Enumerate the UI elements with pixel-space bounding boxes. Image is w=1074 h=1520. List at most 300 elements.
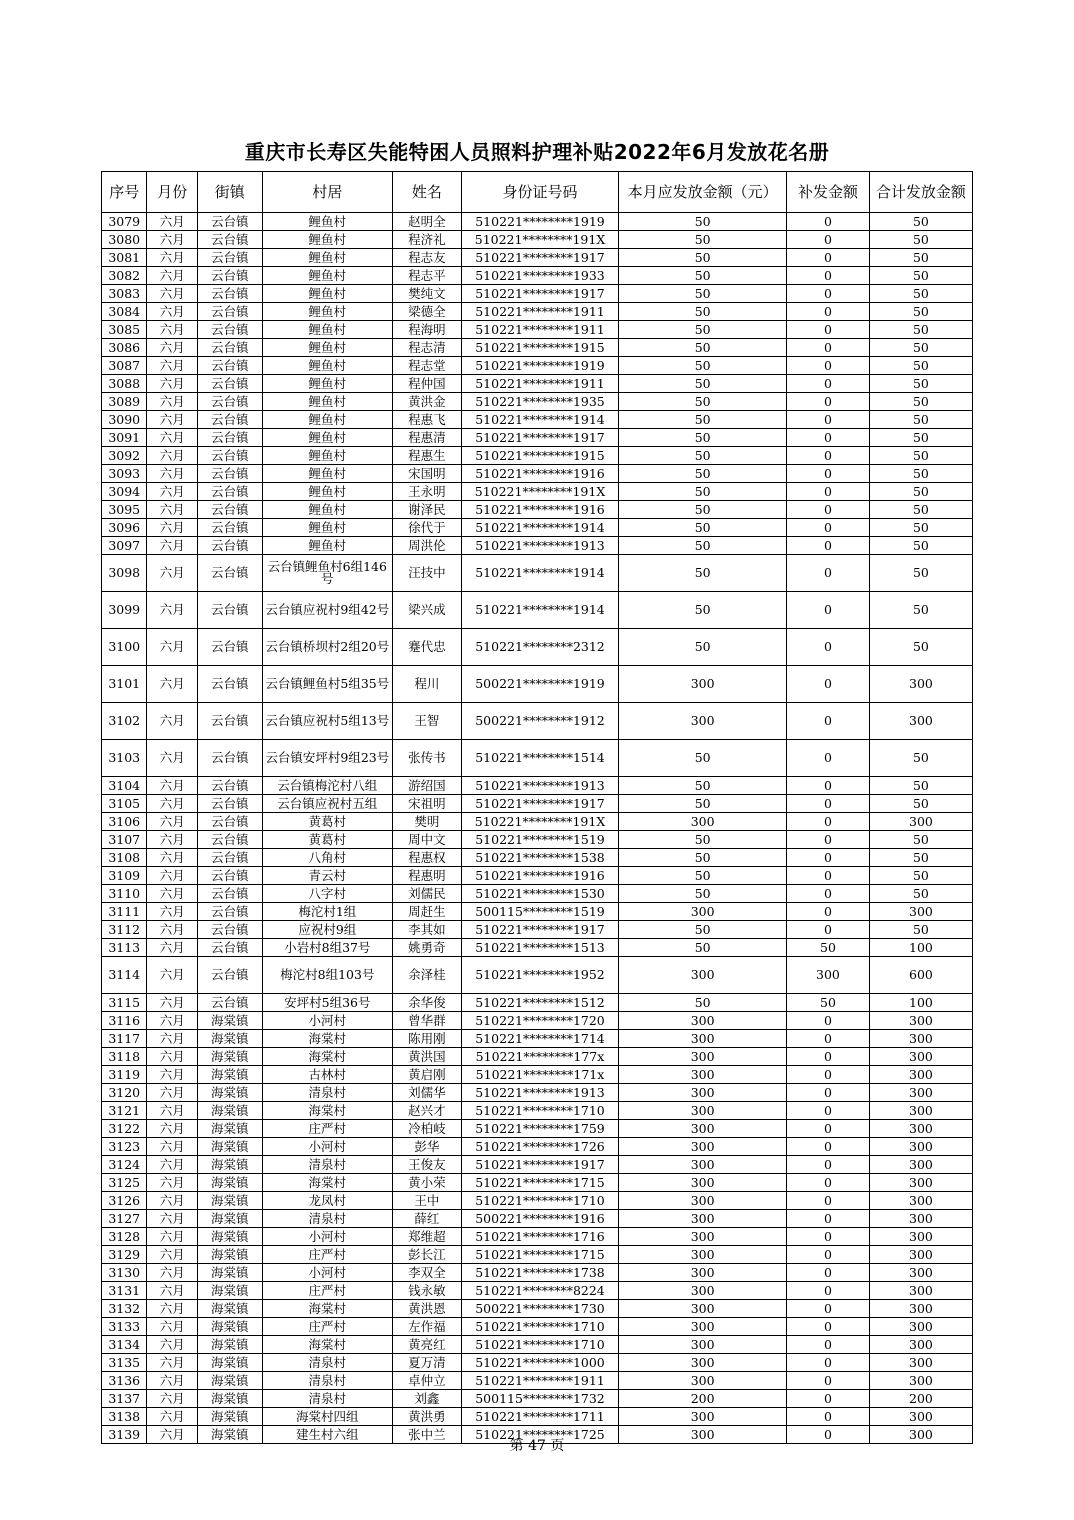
month-cell: 六月 [147,740,198,777]
town-cell: 海棠镇 [197,1120,262,1138]
town-cell: 海棠镇 [197,1228,262,1246]
village-cell: 八角村 [262,849,392,867]
town-cell: 海棠镇 [197,1012,262,1030]
name-cell: 程惠清 [392,429,461,447]
serial-cell: 3099 [102,592,147,629]
serial-cell: 3101 [102,666,147,703]
id-number-cell: 510221********1714 [461,1030,619,1048]
id-number-cell: 510221********1725 [461,1426,619,1444]
month-cell: 六月 [147,429,198,447]
id-number-cell: 500221********1912 [461,703,619,740]
village-cell: 海棠村 [262,1336,392,1354]
total-cell: 300 [869,1120,972,1138]
month-cell: 六月 [147,1372,198,1390]
table-row [102,357,973,375]
supplement-cell: 0 [787,867,870,885]
serial-cell: 3090 [102,411,147,429]
month-cell: 六月 [147,666,198,703]
total-cell: 300 [869,1066,972,1084]
table-row [102,1300,973,1318]
supplement-cell: 0 [787,1282,870,1300]
id-number-cell: 510221********1914 [461,555,619,592]
table-row [102,1354,973,1372]
month-cell: 六月 [147,1192,198,1210]
id-number-cell: 510221********1935 [461,393,619,411]
supplement-cell: 0 [787,483,870,501]
id-number-cell: 510221********1530 [461,885,619,903]
village-cell: 鲤鱼村 [262,429,392,447]
town-cell: 海棠镇 [197,1066,262,1084]
supplement-cell: 0 [787,1354,870,1372]
supplement-cell: 0 [787,339,870,357]
amount-cell: 50 [619,921,787,939]
total-cell: 50 [869,483,972,501]
village-cell: 清泉村 [262,1354,392,1372]
town-cell: 云台镇 [197,813,262,831]
name-cell: 程志堂 [392,357,461,375]
total-cell: 300 [869,1264,972,1282]
total-cell: 300 [869,1336,972,1354]
name-cell: 周洪伦 [392,537,461,555]
town-cell: 云台镇 [197,703,262,740]
table-row [102,393,973,411]
total-cell: 300 [869,1426,972,1444]
id-number-cell: 510221********1716 [461,1228,619,1246]
amount-cell: 300 [619,957,787,994]
village-cell: 八字村 [262,885,392,903]
month-cell: 六月 [147,1354,198,1372]
name-cell: 程仲国 [392,375,461,393]
supplement-cell: 0 [787,285,870,303]
amount-cell: 50 [619,592,787,629]
total-cell: 300 [869,1246,972,1264]
name-cell: 周中文 [392,831,461,849]
village-cell: 海棠村四组 [262,1408,392,1426]
month-cell: 六月 [147,1174,198,1192]
total-cell: 50 [869,849,972,867]
village-cell: 海棠村 [262,1030,392,1048]
id-number-cell: 510221********1915 [461,447,619,465]
town-cell: 云台镇 [197,267,262,285]
id-number-cell: 510221********1911 [461,303,619,321]
total-cell: 300 [869,1138,972,1156]
supplement-cell: 0 [787,1372,870,1390]
header-cell: 合计发放金额 [869,172,972,213]
serial-cell: 3079 [102,213,147,231]
amount-cell: 50 [619,249,787,267]
id-number-cell: 510221********1919 [461,213,619,231]
month-cell: 六月 [147,1210,198,1228]
serial-cell: 3134 [102,1336,147,1354]
supplement-cell: 0 [787,1300,870,1318]
total-cell: 50 [869,447,972,465]
id-number-cell: 510221********1917 [461,795,619,813]
amount-cell: 300 [619,1066,787,1084]
serial-cell: 3113 [102,939,147,957]
supplement-cell: 0 [787,813,870,831]
supplement-cell: 0 [787,1120,870,1138]
table-row [102,957,973,994]
id-number-cell: 510221********1538 [461,849,619,867]
table-row [102,1012,973,1030]
name-cell: 梁德全 [392,303,461,321]
town-cell: 云台镇 [197,629,262,666]
total-cell: 300 [869,666,972,703]
village-cell: 云台镇应祝村5组13号 [262,703,392,740]
serial-cell: 3121 [102,1102,147,1120]
supplement-cell: 0 [787,429,870,447]
id-number-cell: 510221********1519 [461,831,619,849]
supplement-cell: 0 [787,703,870,740]
table-row [102,921,973,939]
serial-cell: 3116 [102,1012,147,1030]
amount-cell: 300 [619,1102,787,1120]
month-cell: 六月 [147,231,198,249]
name-cell: 余泽桂 [392,957,461,994]
supplement-cell: 0 [787,1030,870,1048]
table-row [102,231,973,249]
amount-cell: 50 [619,483,787,501]
supplement-cell: 0 [787,1336,870,1354]
id-number-cell: 510221********1917 [461,285,619,303]
total-cell: 50 [869,592,972,629]
village-cell: 鲤鱼村 [262,303,392,321]
total-cell: 300 [869,1408,972,1426]
month-cell: 六月 [147,213,198,231]
id-number-cell: 510221********1911 [461,1372,619,1390]
town-cell: 云台镇 [197,795,262,813]
amount-cell: 300 [619,1408,787,1426]
town-cell: 云台镇 [197,592,262,629]
id-number-cell: 500115********1519 [461,903,619,921]
amount-cell: 300 [619,703,787,740]
total-cell: 50 [869,555,972,592]
town-cell: 云台镇 [197,867,262,885]
id-number-cell: 510221********1917 [461,429,619,447]
amount-cell: 50 [619,231,787,249]
table-row [102,740,973,777]
serial-cell: 3120 [102,1084,147,1102]
amount-cell: 50 [619,777,787,795]
header-cell: 序号 [102,172,147,213]
table-row [102,411,973,429]
id-number-cell: 510221********1913 [461,1084,619,1102]
total-cell: 300 [869,1372,972,1390]
supplement-cell: 0 [787,393,870,411]
total-cell: 50 [869,393,972,411]
month-cell: 六月 [147,1264,198,1282]
village-cell: 鲤鱼村 [262,231,392,249]
village-cell: 黄葛村 [262,831,392,849]
serial-cell: 3128 [102,1228,147,1246]
village-cell: 庄严村 [262,1246,392,1264]
table-row [102,831,973,849]
town-cell: 海棠镇 [197,1138,262,1156]
table-row [102,303,973,321]
table-row [102,1066,973,1084]
amount-cell: 50 [619,267,787,285]
total-cell: 50 [869,321,972,339]
name-cell: 钱永敏 [392,1282,461,1300]
id-number-cell: 510221********1759 [461,1120,619,1138]
name-cell: 黄小荣 [392,1174,461,1192]
supplement-cell: 0 [787,1210,870,1228]
id-number-cell: 510221********1914 [461,519,619,537]
total-cell: 300 [869,1030,972,1048]
town-cell: 云台镇 [197,831,262,849]
total-cell: 300 [869,1210,972,1228]
table-row [102,813,973,831]
town-cell: 海棠镇 [197,1354,262,1372]
table-row [102,629,973,666]
village-cell: 海棠村 [262,1174,392,1192]
supplement-cell: 0 [787,629,870,666]
name-cell: 程志友 [392,249,461,267]
table-row [102,267,973,285]
month-cell: 六月 [147,321,198,339]
month-cell: 六月 [147,1084,198,1102]
supplement-cell: 300 [787,957,870,994]
supplement-cell: 0 [787,1138,870,1156]
amount-cell: 50 [619,285,787,303]
name-cell: 周赶生 [392,903,461,921]
town-cell: 云台镇 [197,903,262,921]
serial-cell: 3107 [102,831,147,849]
name-cell: 冷柏岐 [392,1120,461,1138]
town-cell: 云台镇 [197,537,262,555]
total-cell: 300 [869,1102,972,1120]
village-cell: 梅沱村8组103号 [262,957,392,994]
name-cell: 彭长江 [392,1246,461,1264]
amount-cell: 300 [619,1336,787,1354]
month-cell: 六月 [147,849,198,867]
amount-cell: 300 [619,1228,787,1246]
amount-cell: 50 [619,303,787,321]
amount-cell: 50 [619,501,787,519]
table-row [102,903,973,921]
month-cell: 六月 [147,1426,198,1444]
serial-cell: 3106 [102,813,147,831]
amount-cell: 50 [619,321,787,339]
table-row [102,429,973,447]
village-cell: 应祝村9组 [262,921,392,939]
header-cell: 街镇 [197,172,262,213]
supplement-cell: 0 [787,666,870,703]
month-cell: 六月 [147,249,198,267]
id-number-cell: 510221********1915 [461,339,619,357]
village-cell: 鲤鱼村 [262,375,392,393]
id-number-cell: 510221********1917 [461,921,619,939]
name-cell: 游绍国 [392,777,461,795]
table-row [102,1264,973,1282]
month-cell: 六月 [147,1318,198,1336]
serial-cell: 3117 [102,1030,147,1048]
village-cell: 云台镇应祝村五组 [262,795,392,813]
name-cell: 程川 [392,666,461,703]
id-number-cell: 510221********1711 [461,1408,619,1426]
total-cell: 50 [869,285,972,303]
total-cell: 300 [869,903,972,921]
id-number-cell: 510221********1911 [461,321,619,339]
total-cell: 50 [869,885,972,903]
village-cell: 清泉村 [262,1156,392,1174]
supplement-cell: 0 [787,213,870,231]
supplement-cell: 0 [787,1408,870,1426]
id-number-cell: 510221********1710 [461,1318,619,1336]
serial-cell: 3083 [102,285,147,303]
total-cell: 50 [869,831,972,849]
month-cell: 六月 [147,1408,198,1426]
name-cell: 程志清 [392,339,461,357]
amount-cell: 300 [619,903,787,921]
total-cell: 300 [869,1192,972,1210]
total-cell: 50 [869,267,972,285]
supplement-cell: 0 [787,1102,870,1120]
amount-cell: 50 [619,519,787,537]
town-cell: 云台镇 [197,921,262,939]
village-cell: 庄严村 [262,1318,392,1336]
supplement-cell: 0 [787,411,870,429]
serial-cell: 3123 [102,1138,147,1156]
month-cell: 六月 [147,393,198,411]
village-cell: 小河村 [262,1138,392,1156]
table-row [102,1318,973,1336]
town-cell: 海棠镇 [197,1246,262,1264]
month-cell: 六月 [147,357,198,375]
supplement-cell: 0 [787,903,870,921]
amount-cell: 50 [619,939,787,957]
total-cell: 50 [869,921,972,939]
amount-cell: 50 [619,629,787,666]
town-cell: 云台镇 [197,375,262,393]
serial-cell: 3096 [102,519,147,537]
serial-cell: 3110 [102,885,147,903]
town-cell: 海棠镇 [197,1084,262,1102]
supplement-cell: 50 [787,994,870,1012]
month-cell: 六月 [147,483,198,501]
total-cell: 50 [869,501,972,519]
village-cell: 鲤鱼村 [262,465,392,483]
header-cell: 村居 [262,172,392,213]
town-cell: 云台镇 [197,519,262,537]
amount-cell: 50 [619,555,787,592]
village-cell: 梅沱村1组 [262,903,392,921]
table-row [102,885,973,903]
month-cell: 六月 [147,1138,198,1156]
name-cell: 王永明 [392,483,461,501]
amount-cell: 50 [619,831,787,849]
id-number-cell: 510221********1710 [461,1336,619,1354]
month-cell: 六月 [147,1012,198,1030]
name-cell: 谢泽民 [392,501,461,519]
name-cell: 刘儒民 [392,885,461,903]
town-cell: 海棠镇 [197,1318,262,1336]
total-cell: 600 [869,957,972,994]
id-number-cell: 500115********1732 [461,1390,619,1408]
total-cell: 50 [869,629,972,666]
town-cell: 云台镇 [197,321,262,339]
supplement-cell: 0 [787,1174,870,1192]
name-cell: 张传书 [392,740,461,777]
month-cell: 六月 [147,1066,198,1084]
total-cell: 50 [869,375,972,393]
supplement-cell: 0 [787,1012,870,1030]
table-row [102,1192,973,1210]
amount-cell: 300 [619,1264,787,1282]
village-cell: 清泉村 [262,1210,392,1228]
table-row [102,1246,973,1264]
town-cell: 云台镇 [197,777,262,795]
town-cell: 云台镇 [197,447,262,465]
table-row [102,795,973,813]
supplement-cell: 0 [787,267,870,285]
supplement-cell: 0 [787,249,870,267]
village-cell: 云台镇应祝村9组42号 [262,592,392,629]
amount-cell: 50 [619,537,787,555]
village-cell: 鲤鱼村 [262,483,392,501]
amount-cell: 50 [619,994,787,1012]
month-cell: 六月 [147,921,198,939]
name-cell: 刘儒华 [392,1084,461,1102]
serial-cell: 3111 [102,903,147,921]
village-cell: 鲤鱼村 [262,447,392,465]
village-cell: 古林村 [262,1066,392,1084]
month-cell: 六月 [147,592,198,629]
serial-cell: 3084 [102,303,147,321]
table-row [102,1372,973,1390]
serial-cell: 3102 [102,703,147,740]
month-cell: 六月 [147,831,198,849]
amount-cell: 50 [619,465,787,483]
id-number-cell: 510221********1933 [461,267,619,285]
supplement-cell: 0 [787,1228,870,1246]
month-cell: 六月 [147,939,198,957]
town-cell: 云台镇 [197,393,262,411]
supplement-cell: 0 [787,885,870,903]
table-row [102,213,973,231]
table-row [102,321,973,339]
header-cell: 月份 [147,172,198,213]
town-cell: 海棠镇 [197,1192,262,1210]
serial-cell: 3138 [102,1408,147,1426]
month-cell: 六月 [147,501,198,519]
town-cell: 云台镇 [197,429,262,447]
id-number-cell: 500221********1919 [461,666,619,703]
serial-cell: 3092 [102,447,147,465]
total-cell: 50 [869,740,972,777]
name-cell: 程惠权 [392,849,461,867]
header-cell: 身份证号码 [461,172,619,213]
amount-cell: 300 [619,1138,787,1156]
month-cell: 六月 [147,777,198,795]
name-cell: 赵兴才 [392,1102,461,1120]
table-row [102,519,973,537]
id-number-cell: 510221********1917 [461,249,619,267]
id-number-cell: 510221********177x [461,1048,619,1066]
town-cell: 云台镇 [197,231,262,249]
village-cell: 鲤鱼村 [262,537,392,555]
amount-cell: 50 [619,393,787,411]
town-cell: 云台镇 [197,411,262,429]
village-cell: 清泉村 [262,1390,392,1408]
table-row [102,1336,973,1354]
town-cell: 云台镇 [197,994,262,1012]
table-row [102,1174,973,1192]
serial-cell: 3086 [102,339,147,357]
table-row [102,1282,973,1300]
amount-cell: 50 [619,885,787,903]
village-cell: 清泉村 [262,1372,392,1390]
